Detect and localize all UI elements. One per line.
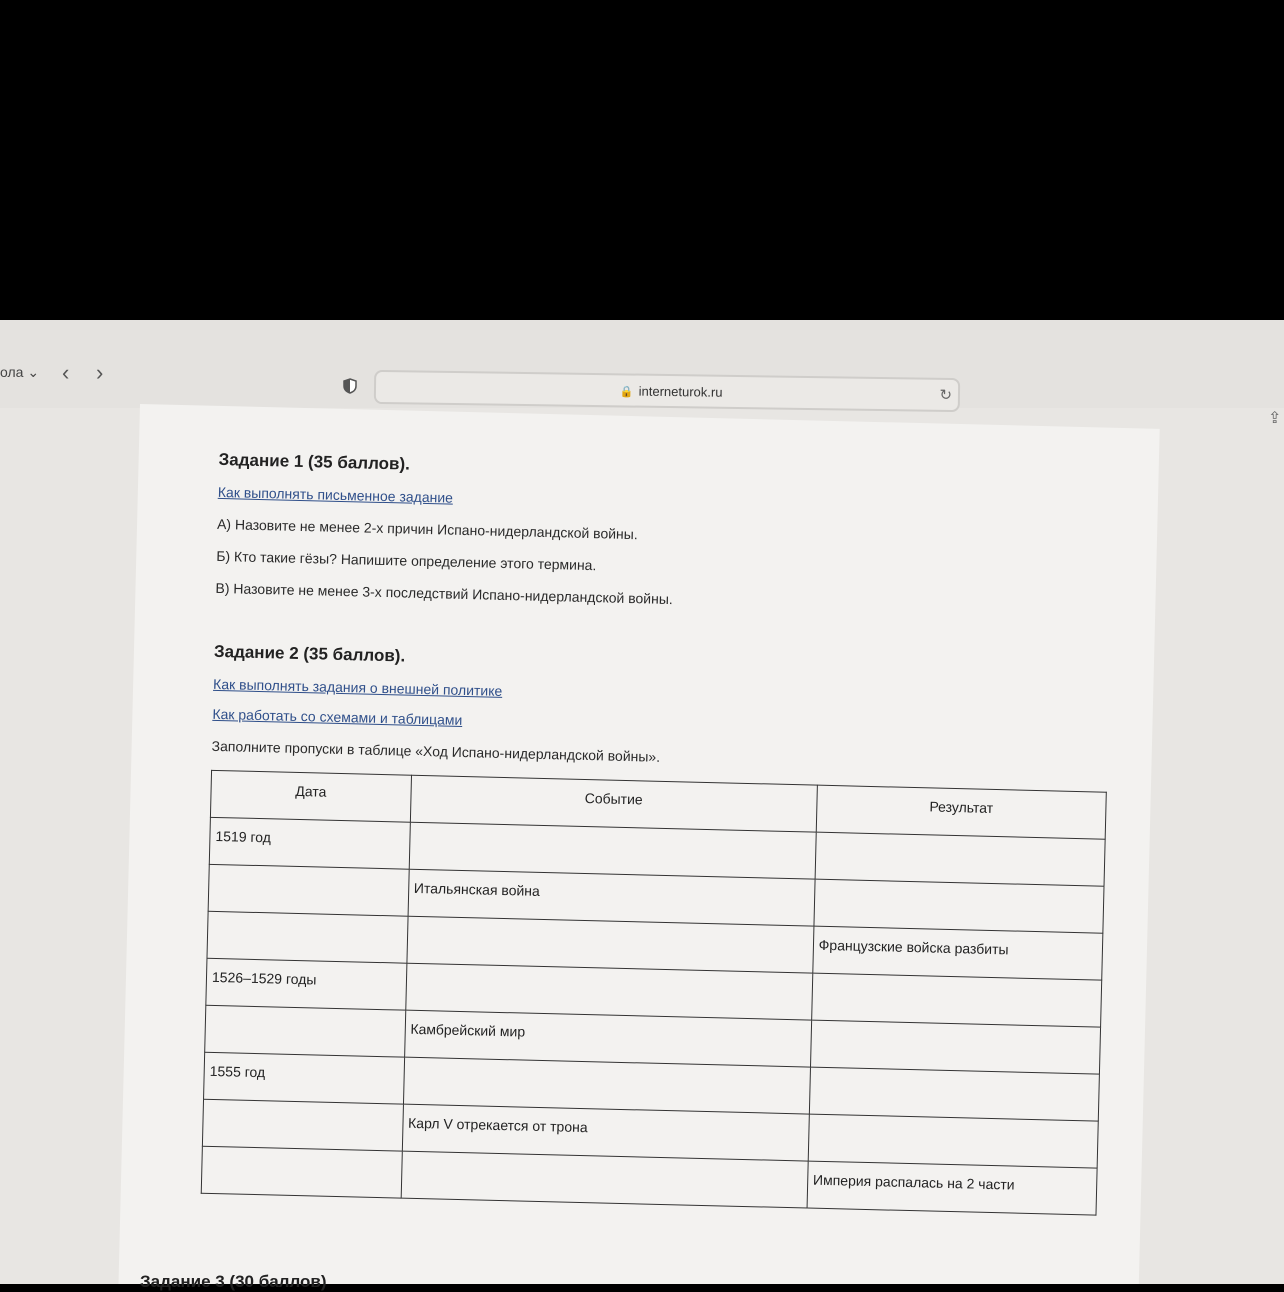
cell-event: Камбрейский мир — [404, 1010, 811, 1067]
url-text — [620, 383, 723, 399]
cell-date — [205, 1005, 406, 1057]
cell-date — [202, 1099, 403, 1151]
cell-date — [208, 864, 409, 916]
cell-event: Карл V отрекается от трона — [402, 1104, 809, 1161]
page-content — [201, 450, 1119, 1216]
url-value: interneturok.ru — [638, 383, 723, 400]
cell-date — [201, 1146, 402, 1198]
task1-question-b: Б) Кто такие гёзы? Напишите определение этого термина. — [216, 547, 597, 574]
cell-result — [811, 973, 1101, 1027]
cell-result — [810, 1020, 1100, 1074]
cell-result — [814, 879, 1104, 933]
lock-icon: 🔒 — [619, 386, 634, 399]
share-icon[interactable]: ⇪ — [1268, 410, 1282, 427]
header-event: Событие — [410, 775, 817, 832]
cell-result: Империя распалась на 2 части — [807, 1161, 1097, 1215]
sidebar-label[interactable]: ола ⌄ — [0, 364, 40, 380]
cell-date: 1519 год — [209, 817, 410, 869]
cell-event: Итальянская война — [408, 869, 815, 926]
cell-result: Французские войска разбиты — [813, 926, 1103, 980]
task2-title: Задание 2 (35 баллов). — [213, 641, 406, 666]
page-sheet — [118, 404, 1160, 1284]
cell-result — [809, 1067, 1099, 1121]
task1-link[interactable]: Как выполнять письменное задание — [217, 483, 454, 506]
screen — [0, 320, 1284, 1284]
task2-instruction: Заполните пропуски в таблице «Ход Испано-нидерландской войны». — [211, 737, 661, 765]
cell-event — [401, 1151, 808, 1208]
cell-result — [808, 1114, 1098, 1168]
address-bar[interactable] — [374, 370, 960, 412]
back-icon[interactable]: ‹ — [62, 360, 70, 385]
browser-toolbar — [0, 320, 1284, 427]
header-result: Результат — [816, 785, 1106, 839]
reload-icon[interactable]: ↻ — [939, 386, 953, 404]
forward-icon[interactable]: › — [96, 360, 104, 385]
task1-question-c: В) Назовите не менее 3-х последствий Испано-нидерландской войны. — [215, 579, 673, 608]
cell-result — [815, 832, 1105, 886]
cell-date: 1526–1529 годы — [206, 958, 407, 1010]
privacy-shield-icon[interactable] — [343, 378, 357, 394]
task2-link-policy[interactable]: Как выполнять задания о внешней политике — [212, 675, 503, 699]
task3-title: Задание 3 (30 баллов) — [140, 1272, 327, 1291]
cell-date — [207, 911, 408, 963]
cell-date: 1555 год — [204, 1052, 405, 1104]
war-table — [201, 770, 1107, 1216]
task1-title: Задание 1 (35 баллов). — [218, 449, 411, 474]
task2-link-tables[interactable]: Как работать со схемами и таблицами — [212, 705, 463, 728]
task1-question-a: А) Назовите не менее 2-х причин Испано-нидерландской войны. — [216, 515, 638, 543]
header-date: Дата — [210, 770, 411, 822]
